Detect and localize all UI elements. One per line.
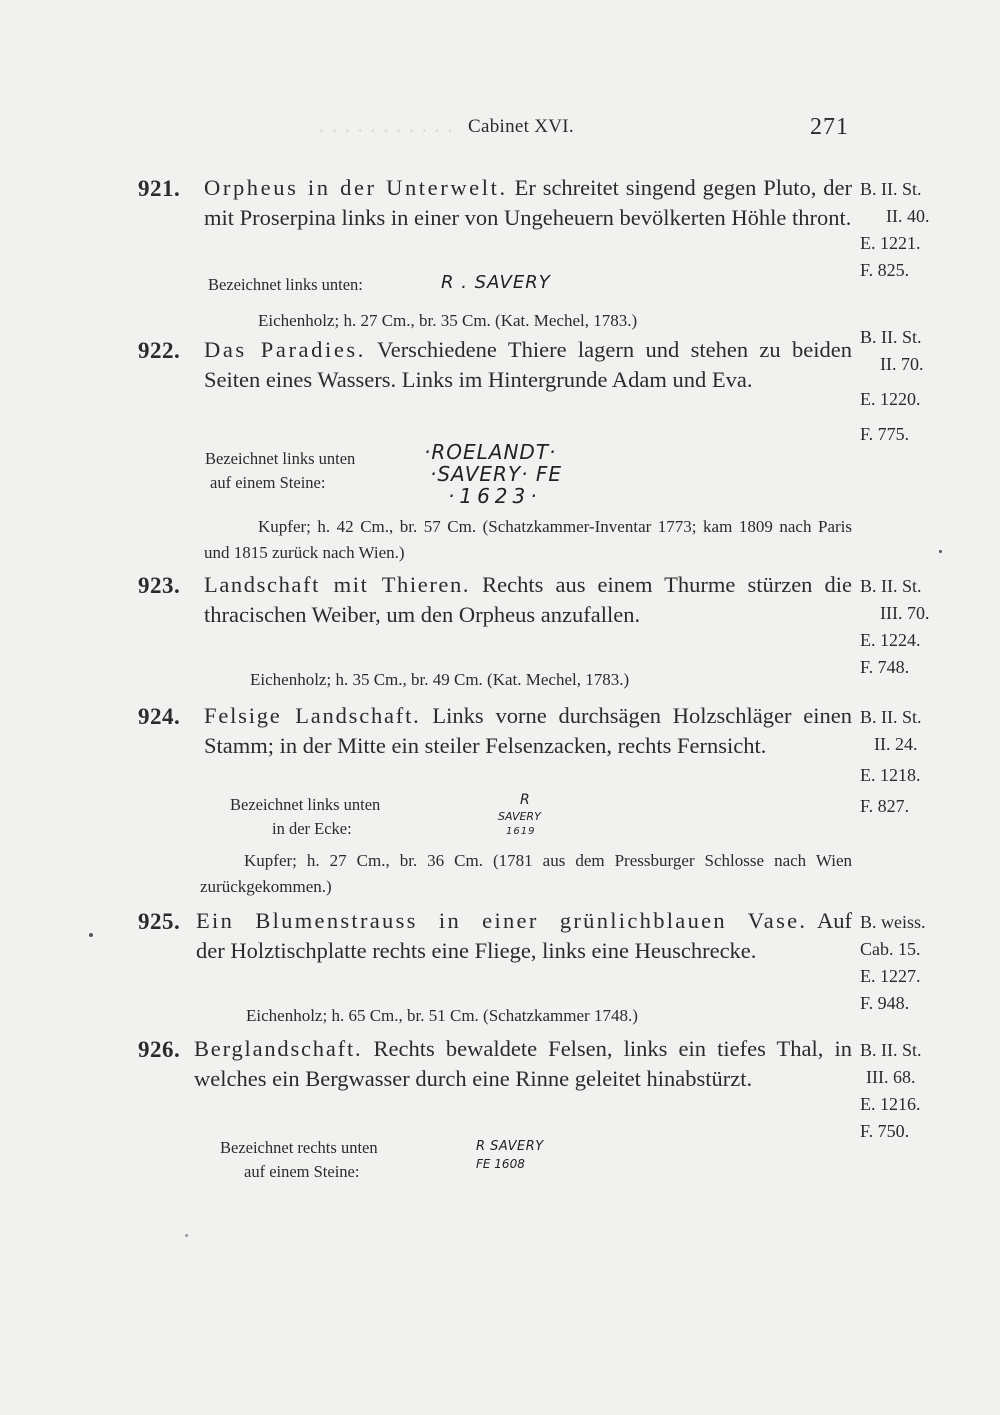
entry-description xyxy=(204,701,852,761)
signature-mark: 1619 xyxy=(506,826,536,837)
entry-references xyxy=(860,573,980,681)
entry-title: Das Paradies. xyxy=(204,337,366,362)
signature-mark: ·1623· xyxy=(448,484,542,508)
ink-speck xyxy=(185,1234,188,1237)
entry-title: Landschaft mit Thieren. xyxy=(204,572,471,597)
signature-label: Bezeichnet links unten: xyxy=(208,275,363,294)
entry-description xyxy=(196,906,852,966)
entry-references xyxy=(860,704,980,820)
reference-line: B. II. St. xyxy=(860,1040,922,1060)
running-title: Cabinet XVI. xyxy=(468,116,574,137)
reference-line: F. 827. xyxy=(860,796,910,816)
entry-title: Felsige Landschaft. xyxy=(204,703,421,728)
entry-description xyxy=(194,1034,852,1094)
entry-text: Rechts aus einem Thurme stürzen die thracischen Weiber, um den Orpheus anzufallen. xyxy=(204,572,852,627)
entry-number: 921. xyxy=(138,176,181,201)
ink-speck xyxy=(89,933,93,937)
reference-line: F. 750. xyxy=(860,1121,910,1141)
entry-material: Eichenholz; h. 27 Cm., br. 35 Cm. (Kat. Mechel, 1783.) xyxy=(258,311,638,330)
signature-label: Bezeichnet links unten xyxy=(205,449,356,468)
entry-text: Verschiedene Thiere lagern und stehen zu beiden Seiten eines Wassers. Links im Hintergrunde Adam und Eva. xyxy=(204,337,852,392)
reference-line: E. 1220. xyxy=(860,389,921,409)
signature-mark: R SAVERY xyxy=(476,1139,544,1154)
reference-line: II. 40. xyxy=(886,206,930,226)
signature-label: auf einem Steine: xyxy=(244,1162,360,1181)
reference-line: III. 70. xyxy=(880,603,930,623)
entry-description xyxy=(204,570,852,630)
entry-references xyxy=(860,909,980,1017)
reference-line: E. 1216. xyxy=(860,1094,921,1114)
entry-number: 923. xyxy=(138,573,181,598)
reference-line: E. 1221. xyxy=(860,233,921,253)
page-number: 271 xyxy=(810,114,849,140)
signature-label: Bezeichnet rechts unten xyxy=(220,1138,378,1157)
ink-speck xyxy=(939,550,942,553)
signature-mark: SAVERY xyxy=(498,810,541,823)
signature-mark: R xyxy=(520,792,530,808)
reference-line: E. 1218. xyxy=(860,765,921,785)
signature-label: Bezeichnet links unten xyxy=(230,795,381,814)
signature-mark: ·ROELANDT· xyxy=(424,440,557,464)
entry-number: 924. xyxy=(138,704,181,729)
reference-line: B. II. St. xyxy=(860,707,922,727)
reference-line: F. 948. xyxy=(860,993,910,1013)
entry-material: Kupfer; h. 42 Cm., br. 57 Cm. (Schatzkammer-Inventar 1773; kam 1809 nach Paris und 1815 zurück nach Wien.) xyxy=(204,517,852,562)
reference-line: F. 748. xyxy=(860,657,910,677)
entry-text: Rechts bewaldete Felsen, links ein tiefes Thal, in welches ein Bergwasser durch eine Rinne geleitet hinabstürzt. xyxy=(194,1036,852,1091)
reference-line: F. 775. xyxy=(860,424,910,444)
signature-mark: ·SAVERY· FE xyxy=(430,462,563,486)
reference-line: Cab. 15. xyxy=(860,939,921,959)
bleed-through-text: · · · · · · · · · · · xyxy=(318,118,454,143)
reference-line: E. 1227. xyxy=(860,966,921,986)
entry-text: Er schreitet singend gegen Pluto, der mit Proserpina links in einer von Ungeheuern bevölkerten Höhle thront. xyxy=(204,175,852,230)
signature-mark: R . SAVERY xyxy=(441,272,551,293)
entry-number: 925. xyxy=(138,909,181,934)
entry-references xyxy=(860,324,980,448)
reference-line: II. 70. xyxy=(880,354,924,374)
signature-mark: FE 1608 xyxy=(476,1157,525,1171)
reference-line: B. II. St. xyxy=(860,576,922,596)
signature-label: in der Ecke: xyxy=(272,819,352,838)
reference-line: F. 825. xyxy=(860,260,910,280)
entry-material: Kupfer; h. 27 Cm., br. 36 Cm. (1781 aus dem Pressburger Schlosse nach Wien zurückgekommen.) xyxy=(200,851,852,896)
reference-line: B. II. St. xyxy=(860,179,922,199)
signature-label: auf einem Steine: xyxy=(210,473,326,492)
entry-text: Links vorne durchsägen Holzschläger einen Stamm; in der Mitte ein steiler Felsenzacken, rechts Fernsicht. xyxy=(204,703,852,758)
entry-title: Ein Blumenstrauss in einer grünlichblauen Vase. xyxy=(196,908,808,933)
reference-line: E. 1224. xyxy=(860,630,921,650)
page-header xyxy=(0,114,1000,146)
entry-number: 922. xyxy=(138,338,181,363)
reference-line: II. 24. xyxy=(874,734,918,754)
reference-line: B. II. St. xyxy=(860,327,922,347)
entry-title: Orpheus in der Unterwelt. xyxy=(204,175,508,200)
entry-references xyxy=(860,176,980,284)
entry-description xyxy=(204,173,852,233)
entry-material: Eichenholz; h. 65 Cm., br. 51 Cm. (Schatzkammer 1748.) xyxy=(246,1006,638,1025)
entry-text: Auf der Holztischplatte rechts eine Fliege, links eine Heuschrecke. xyxy=(196,908,852,963)
entry-description xyxy=(204,335,852,395)
reference-line: III. 68. xyxy=(866,1067,916,1087)
entry-references xyxy=(860,1037,980,1145)
entry-number: 926. xyxy=(138,1037,181,1062)
entry-material: Eichenholz; h. 35 Cm., br. 49 Cm. (Kat. Mechel, 1783.) xyxy=(250,670,630,689)
reference-line: B. weiss. xyxy=(860,912,926,932)
entry-title: Berglandschaft. xyxy=(194,1036,363,1061)
